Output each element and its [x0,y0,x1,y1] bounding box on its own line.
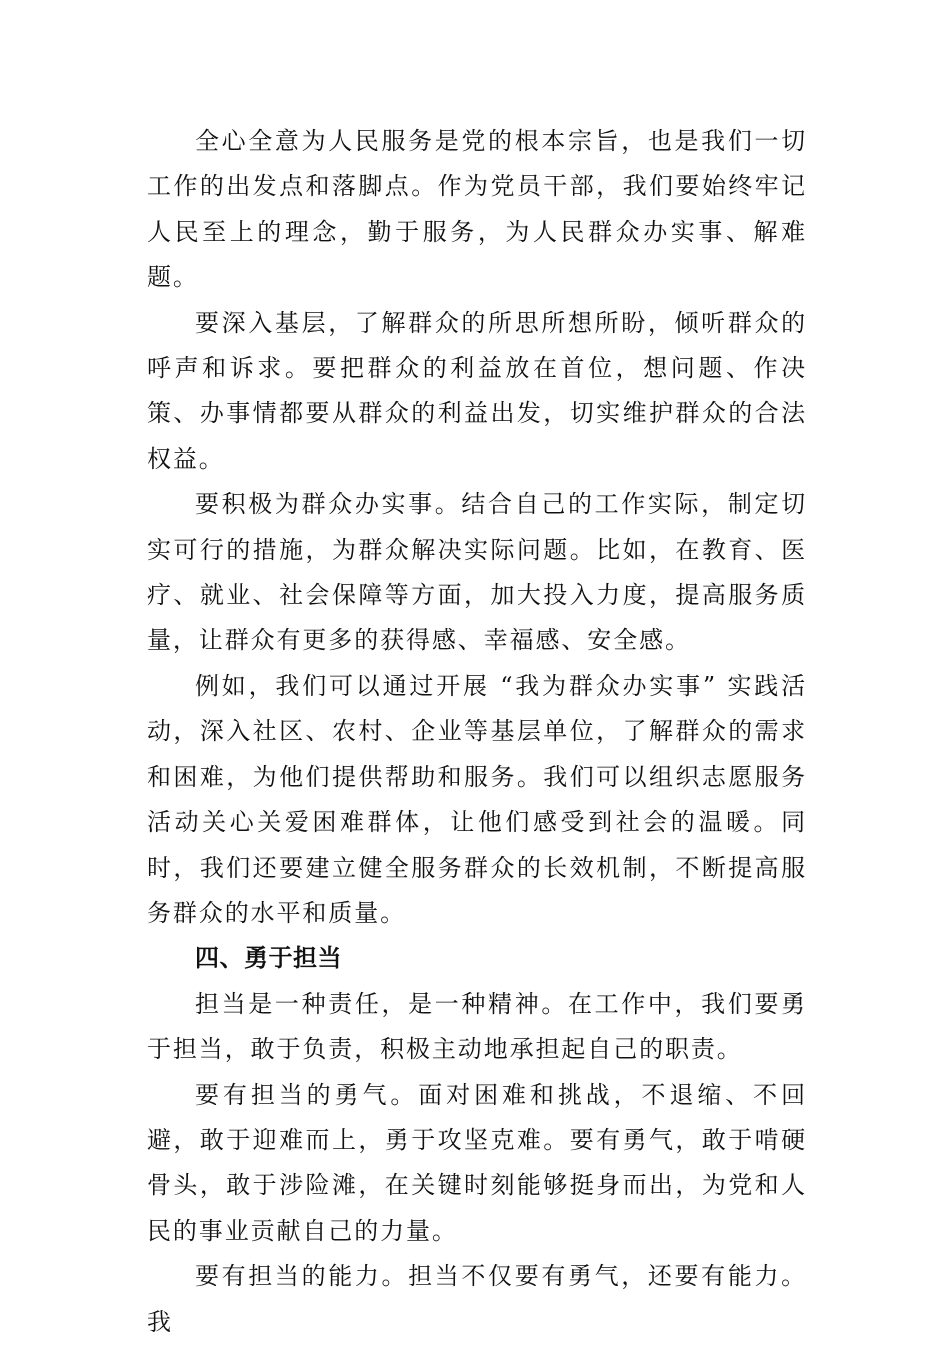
paragraph-example-activities: 例如，我们可以通过开展 “我为群众办实事” 实践活动，深入社区、农村、企业等基层单位，了解群众的需求和困难，为他们提供帮助和服务。我们可以组织志愿服务活动关心关爱困难群体，让他们感受到社会的温暖。同时，我们还要建立健全服务群众的长效机制，不断提高服务群众的水平和质量。 [147,671,807,927]
paragraph-courage: 要有担当的勇气。面对困难和挑战，不退缩、不回避，敢于迎难而上，勇于攻坚克难。要有勇气，敢于啃硬骨头，敢于涉险滩，在关键时刻能够挺身而出，为党和人民的事业贡献自己的力量。 [147,1080,807,1245]
paragraph-ability: 要有担当的能力。担当不仅要有勇气，还要有能力。我 [147,1262,807,1336]
paragraph-practical-matters: 要积极为群众办实事。结合自己的工作实际，制定切实可行的措施，为群众解决实际问题。比如，在教育、医疗、就业、社会保障等方面，加大投入力度，提高服务质量，让群众有更多的获得感、幸福感、安全感。 [147,490,807,655]
section-heading: 四、勇于担当 [195,944,342,973]
paragraph-responsibility: 担当是一种责任，是一种精神。在工作中，我们要勇于担当，敢于负责，积极主动地承担起自己的职责。 [147,989,807,1064]
document-body [147,119,807,1345]
paragraph-grassroots: 要深入基层，了解群众的所思所想所盼，倾听群众的呼声和诉求。要把群众的利益放在首位，想问题、作决策、办事情都要从群众的利益出发，切实维护群众的合法权益。 [147,308,807,473]
paragraph-serve-people: 全心全意为人民服务是党的根本宗旨，也是我们一切工作的出发点和落脚点。作为党员干部，我们要始终牢记人民至上的理念，勤于服务，为人民群众办实事、解难题。 [147,127,807,292]
